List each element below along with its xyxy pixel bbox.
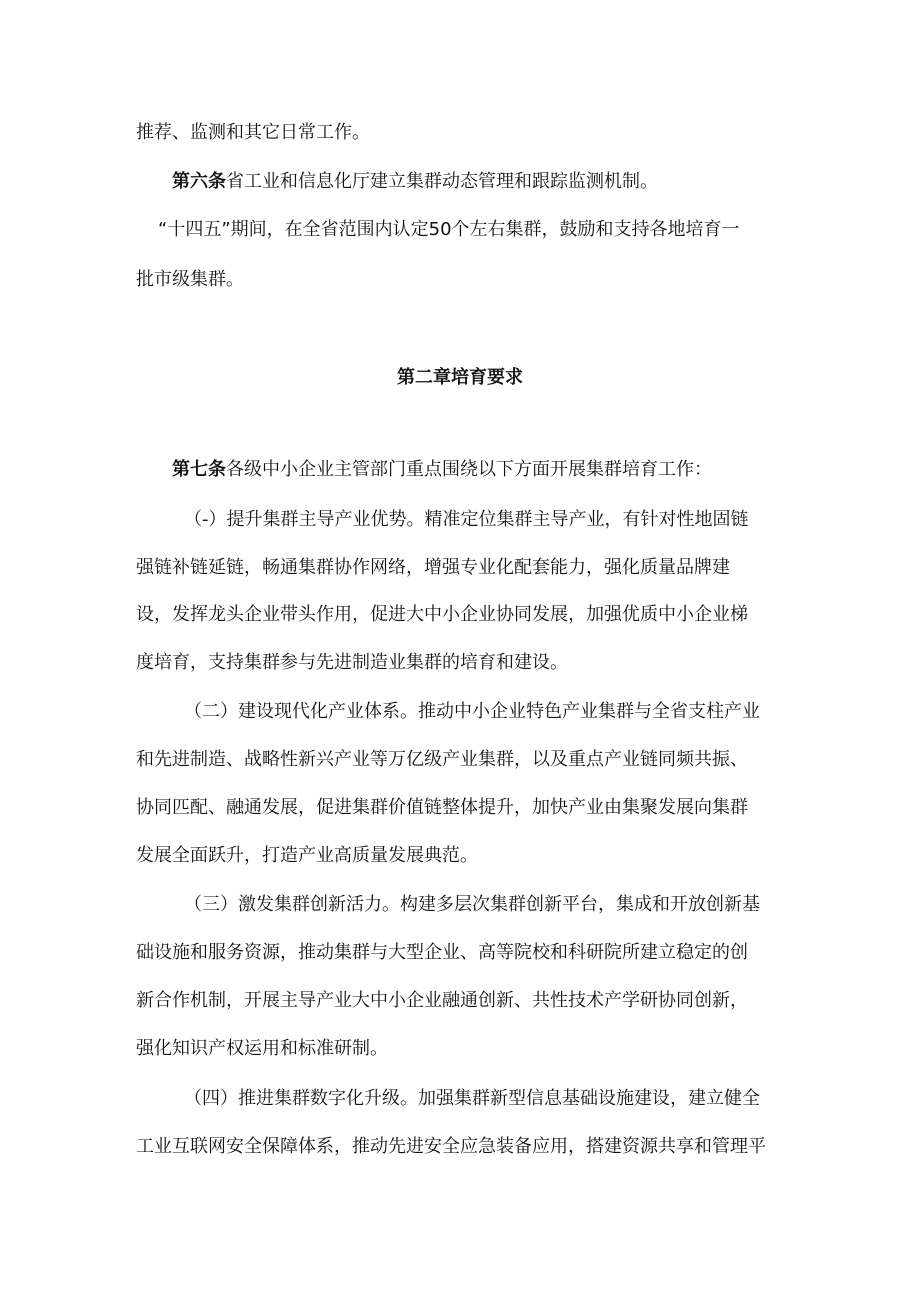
paragraph-line: 新合作机制，开展主导产业大中小企业融通创新、共性技术产学研协同创新， bbox=[136, 990, 748, 1011]
paragraph-line: 各级中小企业主管部门重点围绕以下方面开展集群培育工作： bbox=[226, 459, 712, 480]
paragraph-line: 强化知识产权运用和标准研制。 bbox=[136, 1038, 388, 1059]
paragraph-line: 强链补链延链，畅通集群协作网络，增强专业化配套能力，强化质量品牌建 bbox=[136, 557, 730, 578]
paragraph-line: 省工业和信息化厅建立集群动态管理和跟踪监测机制。 bbox=[226, 171, 658, 192]
paragraph-line: 础设施和服务资源，推动集群与大型企业、高等院校和科研院所建立稳定的创 bbox=[136, 942, 748, 963]
paragraph-line: （二）建设现代化产业体系。推动中小企业特色产业集群与全省支柱产业 bbox=[184, 701, 760, 722]
chapter-heading: 第二章培育要求 bbox=[397, 367, 523, 388]
paragraph-line: 工业互联网安全保障体系，推动先进安全应急装备应用，搭建资源共享和管理平 bbox=[136, 1136, 766, 1157]
paragraph-line: 发展全面跃升，打造产业高质量发展典范。 bbox=[136, 845, 478, 866]
article-6-paragraph bbox=[172, 170, 658, 194]
paragraph-line: “十四五”期间，在全省范围内认定50个左右集群，鼓励和支持各地培育一 bbox=[158, 219, 740, 240]
paragraph-line: 批市级集群。 bbox=[136, 269, 244, 290]
paragraph-line: 度培育，支持集群参与先进制造业集群的培育和建设。 bbox=[136, 652, 568, 673]
article-7-paragraph bbox=[172, 458, 712, 482]
paragraph-line: （四）推进集群数字化升级。加强集群新型信息基础设施建设，建立健全 bbox=[184, 1088, 760, 1109]
paragraph-line: 推荐、监测和其它日常工作。 bbox=[136, 122, 370, 143]
paragraph-line: 协同匹配、融通发展，促进集群价值链整体提升，加快产业由集聚发展向集群 bbox=[136, 797, 748, 818]
article-label: 第六条 bbox=[172, 171, 226, 192]
paragraph-line: （三）激发集群创新活力。构建多层次集群创新平台，集成和开放创新基 bbox=[184, 894, 760, 915]
paragraph-line: （-）提升集群主导产业优势。精准定位集群主导产业，有针对性地固链 bbox=[184, 509, 749, 530]
paragraph-line: 设，发挥龙头企业带头作用，促进大中小企业协同发展，加强优质中小企业梯 bbox=[136, 604, 748, 625]
article-label: 第七条 bbox=[172, 459, 226, 480]
paragraph-line: 和先进制造、战略性新兴产业等万亿级产业集群，以及重点产业链同频共振、 bbox=[136, 749, 748, 770]
